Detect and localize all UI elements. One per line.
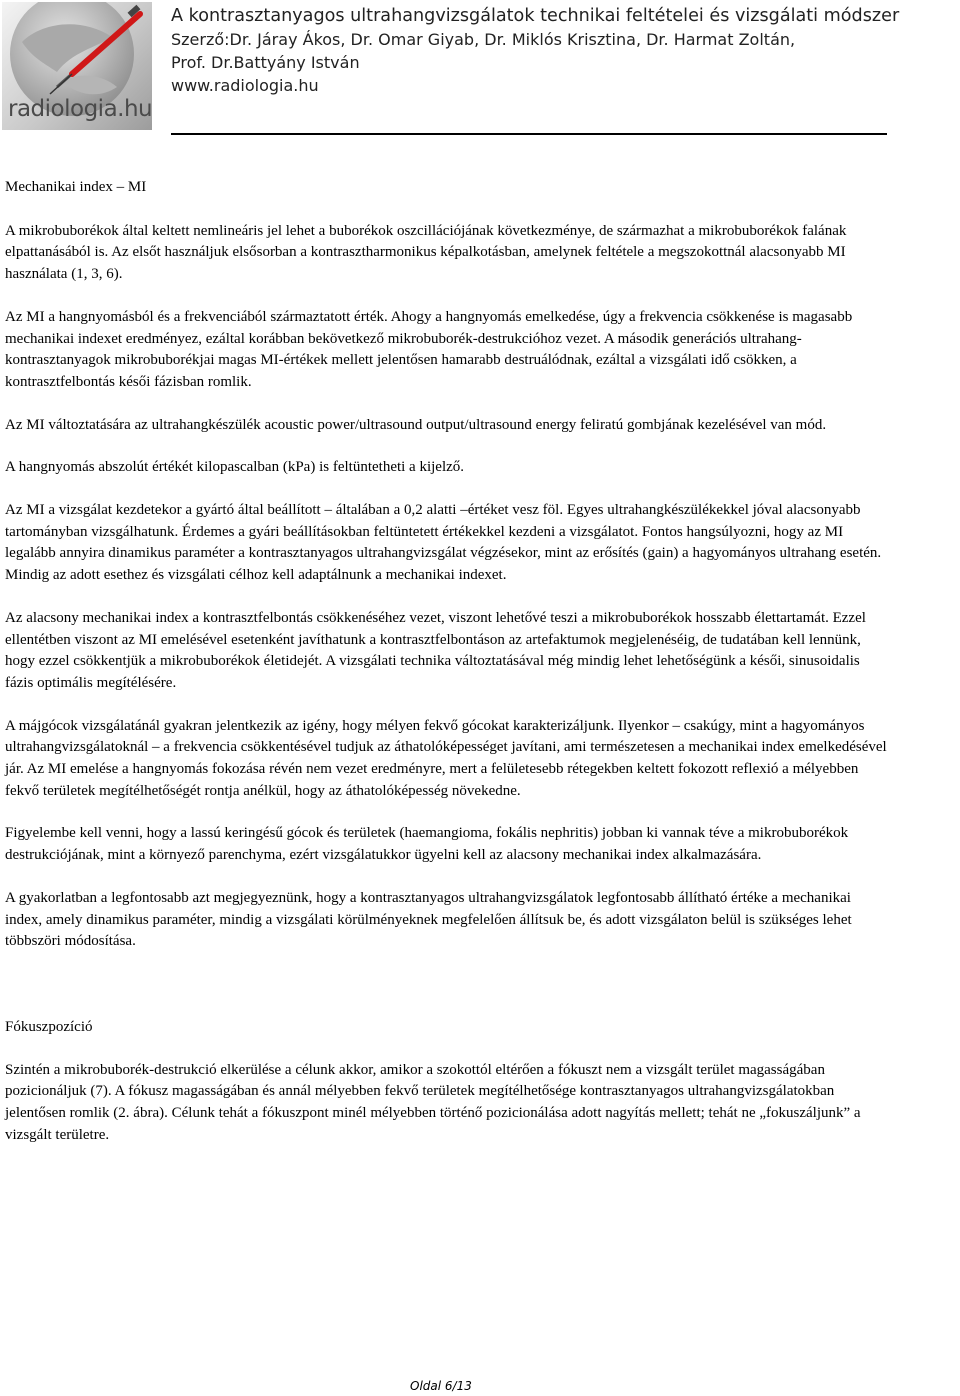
- paragraph: A mikrobuborékok által keltett nemlineáris jel lehet a buborékok oszcillációjának következménye, de származhat a mikrobuborékok falának elpattanásából is. Az elsőt használjuk elsősorban a kontrasztharmonikus képalkotásban, amelynek feltétele a megszokottnál alacsonyabb MI használata (1, 3, 6).: [5, 222, 847, 283]
- paragraph: Az MI a hangnyomásból és a frekvenciából származtatott érték. Ahogy a hangnyomás emelkedése, úgy a frekvencia csökkenése is magasabb mechanikai indexet eredményez, ezáltal korábban bekövetkező mikrobuborék-destrukcióhoz vezet. A második generációs ultrahang-kontrasztanyagok mikrobuborékjai magas MI-értékek mellett jelentősen hamarabb destruálódnak, ezáltal a vizsgálati idő csökken, a kontrasztfelbontás késői fázisban romlik.: [5, 308, 853, 390]
- header-divider: [171, 133, 887, 135]
- document-title: A kontrasztanyagos ultrahangvizsgálatok technikai feltételei és vizsgálati módszer: [171, 6, 900, 26]
- radiologia-logo[interactable]: [2, 2, 152, 130]
- paragraph: Az MI változtatására az ultrahangkészülék acoustic power/ultrasound output/ultrasound energy feliratú gombjának kezelésével van mód.: [5, 416, 827, 433]
- paragraph: Szintén a mikrobuborék-destrukció elkerülése a célunk akkor, amikor a szokottól eltérően a fókuszt nem a vizsgált terület magasságában pozicionáljuk (7). A fókusz magasságában és annál mélyebben fekvő területek megítélhetősége kontrasztanyagos ultrahangvizsgálatokban jelentősen romlik (2. ábra). Célunk tehát a fókuszpont minél mélyebben történő pozicionálása adott nagyítás mellett; tehát ne „fokuszáljunk” a vizsgált területre.: [5, 1061, 861, 1143]
- paragraph: A hangnyomás abszolút értékét kilopascalban (kPa) is feltüntetheti a kijelző.: [5, 459, 465, 476]
- logo-text: radiologia.hu: [8, 96, 152, 122]
- article-body: [5, 177, 890, 1147]
- page-number: Oldal 6/13: [410, 1379, 472, 1393]
- website-link[interactable]: www.radiologia.hu: [171, 76, 319, 95]
- authors-line: Szerző:Dr. Járay Ákos, Dr. Omar Giyab, Dr. Miklós Krisztina, Dr. Harmat Zoltán,: [171, 30, 796, 49]
- paragraph: A májgócok vizsgálatánál gyakran jelentkezik az igény, hogy mélyen fekvő gócokat karakterizáljunk. Ilyenkor – csakúgy, mint a hagyományos ultrahangvizsgálatoknál – a frekvencia csökkentésével tudjuk az áthatolóképességet javítani, ami természetesen a mechanikai index emelkedésével jár. Az MI emelése a hangnyomás fokozása révén nem vezet eredményre, mert a felületesebb rétegekben keltett fokozott reflexió a mélyebben fekvő területek megítélhetőségét rontja anélkül, hogy az áthatolóképesség növekedne.: [5, 717, 887, 799]
- paragraph: Az MI a vizsgálat kezdetekor a gyártó által beállított – általában a 0,2 alatti –értéket vesz föl. Egyes ultrahangkészülékekkel jóval alacsonyabb tartományban vizsgálhatunk. Érdemes a gyári beállításokban feltüntetett értékekkel kezdeni a vizsgálatot. Fontos hangsúlyozni, hogy az MI legalább annyira dinamikus paraméter a kontrasztanyagos ultrahangvizsgálat végzésekor, mint az erősítés (gain) a hagyományos ultrahang esetén. Mindig az adott esethez és vizsgálati célhoz kell adaptálnunk a mechanikai indexet.: [5, 502, 882, 584]
- paragraph: Az alacsony mechanikai index a kontrasztfelbontás csökkenéséhez vezet, viszont lehetővé teszi a mikrobuborékok hosszabb élettartamát. Ezzel ellentétben viszont az MI emelésével esetenként javíthatunk a kontrasztfelbontáson az artefaktumok megjelenéséig, de tudatában kell lennünk, hogy ezzel csökkentjük a mikrobuborékok életidejét. A vizsgálati technika változtatásával még mindig lehet lehetőségünk a késői, sinusoidalis fázis optimális megítélésére.: [5, 609, 866, 691]
- section-heading-mi: Mechanikai index – MI: [5, 179, 147, 195]
- section-heading-focus: Fókuszpozíció: [5, 1018, 93, 1035]
- paragraph: A gyakorlatban a legfontosabb azt megjegyeznünk, hogy a kontrasztanyagos ultrahangvizsgálatok legfontosabb állítható értéke a mechanikai index, amely dinamikus paraméter, mindig a vizsgálati körülményeknek megfelelően állítsuk be, és adott vizsgálaton belül is szükséges lehet többszöri módosítása.: [5, 889, 852, 950]
- document-header: [171, 4, 899, 97]
- paragraph: Figyelembe kell venni, hogy a lassú keringésű gócok és területek (haemangioma, fokális nephritis) jobban ki vannak téve a mikrobuborékok destrukciójának, mint a környező parenchyma, ezért vizsgálatukkor ügyelni kell az alacsony mechanikai index alkalmazására.: [5, 825, 849, 864]
- authors-line-2: Prof. Dr.Battyány István: [171, 53, 360, 72]
